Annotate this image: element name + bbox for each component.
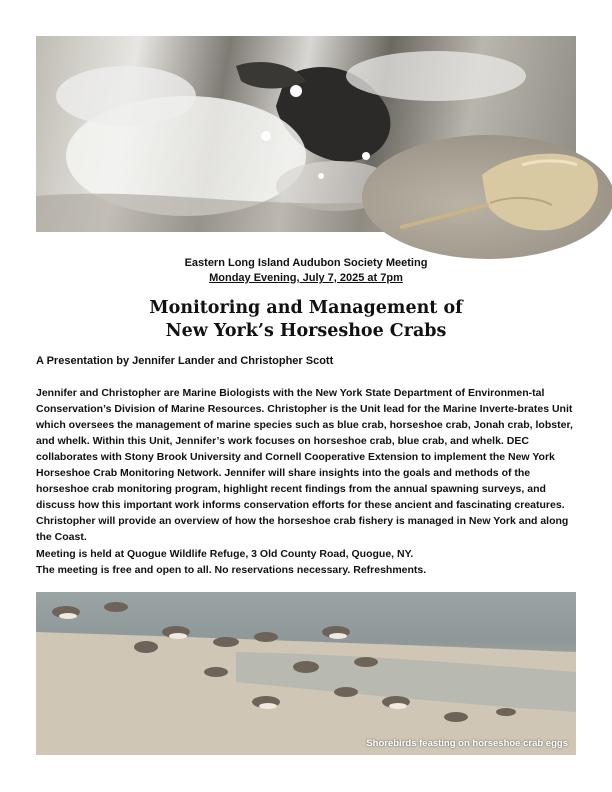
location-line-2: The meeting is free and open to all. No reservations necessary. Refreshments.: [36, 564, 427, 576]
photo-caption: Shorebirds feasting on horseshoe crab eggs: [366, 738, 568, 749]
presenters-line: A Presentation by Jennifer Lander and Christopher Scott: [36, 355, 334, 367]
location-line-1: Meeting is held at Quogue Wildlife Refuge, 3 Old County Road, Quogue, NY.: [36, 548, 414, 560]
horseshoe-crab-photo: [362, 135, 612, 259]
page-title: [0, 297, 612, 343]
description-paragraph: Jennifer and Christopher are Marine Biologists with the New York State Department of Environmen-tal Conservation’s Division of Marine Resources. Christopher is the Unit lead for the Marine Inverte-brates Unit which oversees the management of marine species such as blue crab, horseshoe crab, Jonah crab, lobster, and whelk. Within this Unit, Jennifer’s work focuses on horseshoe crab, blue crab, and whelk. DEC collaborates with Stony Brook University and Cornell Cooperative Extension to implement the New York Horseshoe Crab Monitoring Network. Jennifer will share insights into the goals and methods of the horseshoe crab monitoring program, highlight recent findings from the annual spawning surveys, and discuss how this important work informs conservation efforts for these ancient and fascinating creatures. Christopher will provide an overview of how the horseshoe crab fishery is managed in New York and along the Coast.: [36, 387, 573, 543]
shorebirds-illustration: [36, 592, 576, 755]
meeting-organization: Eastern Long Island Audubon Society Meeting: [184, 257, 428, 269]
meeting-date: Monday Evening, July 7, 2025 at 7pm: [209, 272, 403, 284]
location-info: [36, 546, 576, 578]
shorebirds-photo: [36, 592, 576, 755]
horseshoe-crab-illustration: [362, 135, 612, 259]
title-line-2: New York’s Horseshoe Crabs: [165, 321, 447, 341]
title-line-1: Monitoring and Management of: [149, 298, 463, 318]
